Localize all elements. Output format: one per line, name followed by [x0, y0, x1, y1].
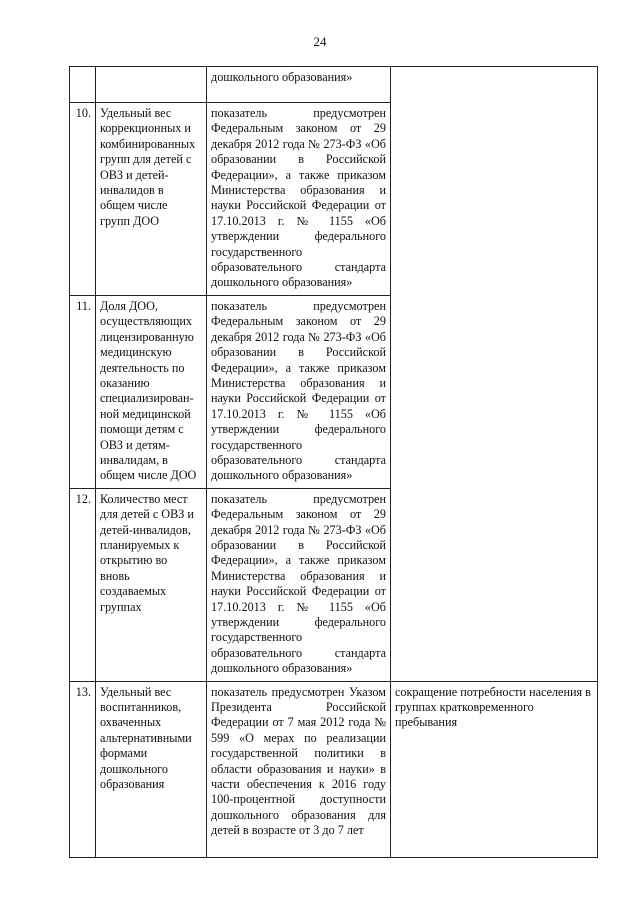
- legal-basis: показатель предусмотрен Федеральным законом от 29 декабря 2012 года № 273-ФЗ «Об образовании в Российской Федерации», а также приказом Министерства образования и науки Российской Федерации от 17.10.2013 г. № 1155 «Об утверждении федерального государственного образовательного стандарта дошкольного образования»: [207, 295, 391, 488]
- comment-cell: сокращение потребности населения в группах кратковременного пребывания: [391, 681, 598, 857]
- row-number: 11.: [70, 295, 96, 488]
- table-row-continuation: [70, 67, 598, 103]
- indicators-table: [69, 66, 598, 858]
- indicator-name: Удельный вес воспитанников, охваченных альтернативными формами дошкольного образования: [96, 681, 207, 857]
- page-number: 24: [313, 34, 327, 49]
- legal-basis: показатель предусмотрен Федеральным законом от 29 декабря 2012 года № 273-ФЗ «Об образовании в Российской Федерации», а также приказом Министерства образования и науки Российской Федерации от 17.10.2013 г. № 1155 «Об утверждении федерального государственного образовательного стандарта дошкольного образования»: [207, 103, 391, 296]
- number-cell: [70, 67, 96, 103]
- row-number: 10.: [70, 103, 96, 296]
- table-row: [70, 681, 598, 857]
- legal-basis: показатель предусмотрен Указом Президента Российской Федерации от 7 мая 2012 года № 599 «О мерах по реализации государственной политики в области образования и науки» в части обеспечения к 2016 году 100-процентной доступности дошкольного образования для детей в возрасте от 3 до 7 лет: [207, 681, 391, 857]
- legal-basis: показатель предусмотрен Федеральным законом от 29 декабря 2012 года № 273-ФЗ «Об образовании в Российской Федерации», а также приказом Министерства образования и науки Российской Федерации от 17.10.2013 г. № 1155 «Об утверждении федерального государственного образовательного стандарта дошкольного образования»: [207, 488, 391, 681]
- indicator-name: Доля ДОО, осуществляющих лицензированную медицинскую деятельность по оказанию специализирован- ной медицинской помощи детям с ОВЗ и детям- инвалидам, в общем числе ДОО: [96, 295, 207, 488]
- row-number: 12.: [70, 488, 96, 681]
- basis-cell: [207, 67, 391, 103]
- name-cell: [96, 67, 207, 103]
- row-number: 13.: [70, 681, 96, 857]
- basis-text: дошкольного образования»: [211, 70, 353, 84]
- indicator-name: Удельный вес коррекционных и комбинированных групп для детей с ОВЗ и детей- инвалидов в общем числе групп ДОО: [96, 103, 207, 296]
- comment-cell-merged: [391, 67, 598, 682]
- indicator-name: Количество мест для детей с ОВЗ и детей-инвалидов, планируемых к открытию во вновь создаваемых группах: [96, 488, 207, 681]
